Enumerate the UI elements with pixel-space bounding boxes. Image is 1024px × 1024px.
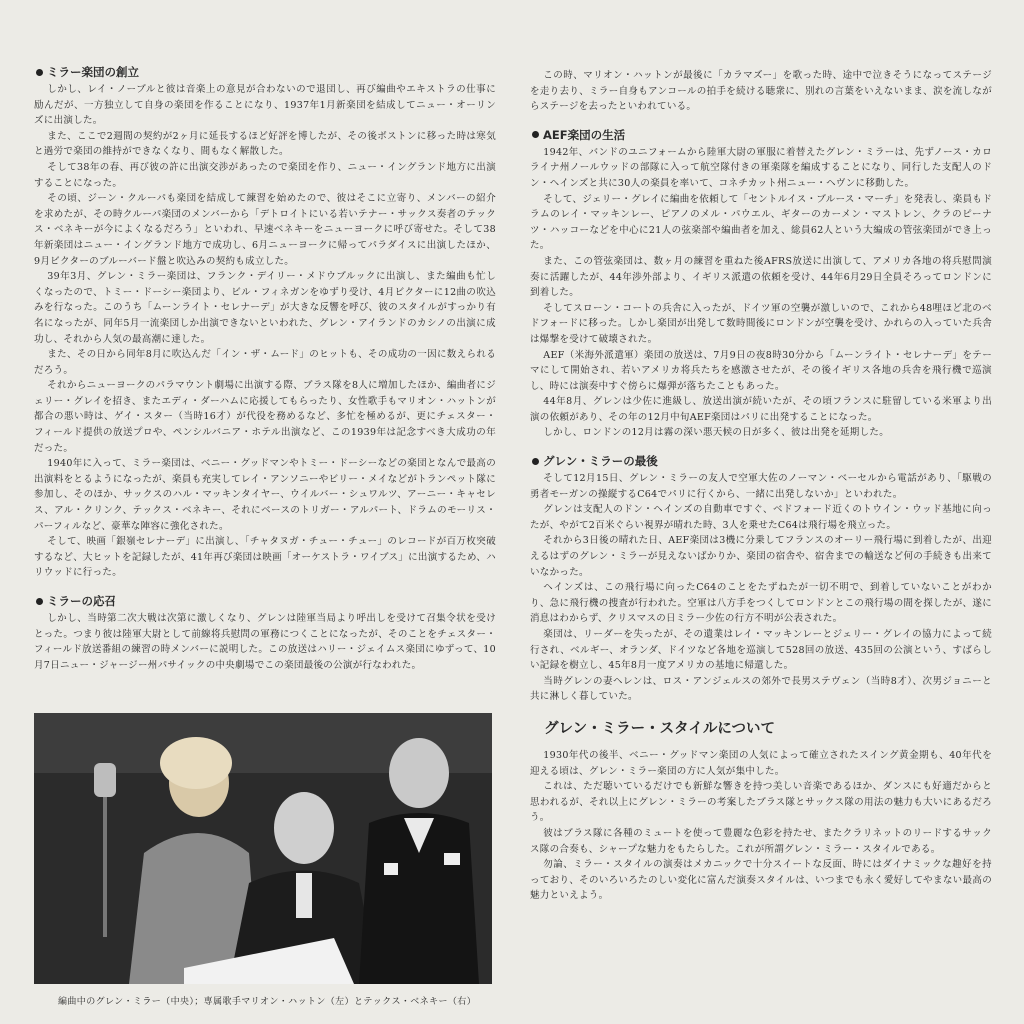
- section-miller-style: [530, 717, 992, 904]
- paragraph: AEF（米海外派遣軍）楽団の放送は、7月9日の夜8時30分から「ムーンライト・セレナーデ」をテーマにして開始され、若いアメリカ将兵たちを感激させたが、その後イギリス各地の兵舎を飛行機で巡演し、時には演奏中すぐ傍らに爆弾が落ちたこともあった。: [530, 349, 992, 392]
- section-heading: ミラー楽団の創立: [36, 64, 496, 80]
- paragraph: 1942年、バンドのユニフォームから陸軍大尉の軍服に着替えたグレン・ミラーは、先ずノース・カロライナ州ノールウッドの部隊に入って航空隊付きの軍楽隊を編成することになり、同行した支配人のドン・ヘインズと共に30人の楽員を率いて、コネチカット州ニュー・ヘヴンに移動した。: [530, 146, 992, 189]
- paragraph: 39年3月、グレン・ミラー楽団は、フランク・デイリー・メドウブルックに出演し、また編曲も忙しくなったので、トミー・ドーシー楽団より、ビル・フィネガンをゆずり受け、4月ビクターに12曲の吹込みを行なった。このうち「ムーンライト・セレナーデ」が大きな反響を呼び、彼のスタイルがすっかり有名になったが、同年5月一流楽団しか出演できないといわれた、グレン・アイランドのカシノの出演に成功し、それから人気の最高潮に達した。: [34, 271, 496, 345]
- section-heading: グレン・ミラーの最後: [532, 453, 992, 469]
- paragraph: そしてスローン・コートの兵舎に入ったが、ドイツ軍の空襲が激しいので、これから48哩ほど北のベドフォードに移った。しかし楽団が出発して数時間後にロンドンが空襲を受け、かれらの入っていた兵舎は爆撃を受けて破壊された。: [530, 302, 992, 345]
- paragraph: 彼はブラス隊に各種のミュートを使って豊麗な色彩を持たせ、またクラリネットのリードするサックス隊の合奏も、シャープな魅力をもたらした。これが所謂グレン・ミラー・スタイルである。: [530, 827, 992, 855]
- paragraph: 楽団は、リーダーを失ったが、その遺業はレイ・マッキンレーとジェリー・グレイの協力によって続行され、ベルギー、オランダ、ドイツなど各地を巡演して528回の放送、435回の公演という、すばらしい記録を樹立し、45年8月一度アメリカの基地に帰還した。: [530, 629, 992, 672]
- paragraph: そして12月15日、グレン・ミラーの友人で空軍大佐のノーマン・ベーセルから電話があり、「駆戦の勇者モーガンの操縦するC64でパリに行くから、一緒に出発しないか」といわれた。: [530, 473, 992, 500]
- section-intro: [530, 68, 992, 115]
- right-column: [530, 68, 992, 916]
- paragraph: ヘインズは、この飛行場に向ったC64のことをたずねたが一切不明で、到着していないことがわかり、急に飛行機の捜査が行われた。空軍は八方手をつくしてロンドンとこの飛行場の間を探したが、遂に消息はわからず、クリスマスの日ミラー少佐の行方不明が公表された。: [530, 582, 992, 625]
- section-heading: ミラーの応召: [36, 593, 496, 609]
- bullet-icon: [532, 131, 539, 138]
- section-heading: AEF楽団の生活: [532, 127, 992, 143]
- paragraph: その頃、ジーン・クルーパも楽団を結成して練習を始めたので、彼はそこに立寄り、メンバーの紹介を求めたが、その時クルーパ楽団のメンバーから「デトロイトにいる若いテナー・サックス奏者のテックス・ベネキーが今によくなるだろう」といわれ、早速ベネキーをニューヨークに呼び寄せた。そして38年新楽団はニュー・イングランド地方で成功し、6月ニューヨークに帰ってパラダイスに出演したほか、9月ビクターのブルーバード盤と吹込みの契約も成立した。: [34, 193, 496, 267]
- paragraph: そして、ジェリー・グレイに編曲を依頼して「セントルイス・ブルース・マーチ」を発表し、楽員もドラムのレイ・マッキンレー、ピアノのメル・パウエル、ギターのカーメン・マストレン、クラのピーナツ・ハッコーなどを中心に21人の弦楽部や編曲者を加え、総員62人という大編成の管弦楽団ができ上った。: [530, 193, 992, 252]
- section-draft: [34, 593, 496, 673]
- paragraph: しかし、当時第二次大戦は次第に激しくなり、グレンは陸軍当局より呼出しを受けて召集令状を受けとった。つまり彼は陸軍大尉として前線将兵慰問の軍務につくことになったが、そのことをチェスター・フィールド放送番組の練習の時メンバーに説明した。この放送はハリー・ジェイムス楽団にゆずって、10月7日ニュー・ジャージー州パサイックの中央劇場でこの楽団最後の公演が行なわれた。: [34, 613, 496, 671]
- photo-caption: 編曲中のグレン・ミラー（中央）；専属歌手マリオン・ハットン（左）とテックス・ベネキー（右）: [58, 997, 477, 1007]
- paragraph: また、ここで2週間の契約が2ヶ月に延長するほど好評を博したが、その後ボストンに移った時は寒気と過労で楽団の維持ができなくなり、間もなく解散した。: [34, 130, 496, 158]
- section-last-days: [530, 453, 992, 705]
- paragraph: この時、マリオン・ハットンが最後に「カラマズー」を歌った時、途中で泣きそうになってステージを走り去り、ミラー自身もアンコールの拍手を続ける聴衆に、別れの言葉をいえないまま、涙を流しながらステージを去ったといわれている。: [530, 70, 992, 113]
- paragraph: そして38年の春、再び彼の許に出演交渉があったので楽団を作り、ニュー・イングランド地方に出演することになった。: [34, 161, 496, 189]
- paragraph: これは、ただ聴いているだけでも新鮮な響きを持つ美しい音楽であるほか、ダンスにも好適だからと思われるが、それ以上にグレン・ミラーの考案したブラス隊とサックス隊の用法の魅力も大いにあるだろう。: [530, 781, 992, 824]
- paragraph: 44年8月、グレンは少佐に進級し、放送出演が続いたが、その頃フランスに駐留している米軍より出演の依頼があり、その年の12月中旬AEF楽団はパリに出発することになった。: [530, 396, 992, 423]
- paragraph: 勿論、ミラー・スタイルの演奏はメカニックで十分スイートな反面、時にはダイナミックな趣好を持っており、そのいろいろたのしい変化に富んだ演奏スタイルは、いつまでも永く愛好してやまない最高の魅力といえよう。: [530, 859, 992, 902]
- bullet-icon: [36, 598, 43, 605]
- paragraph: 当時グレンの妻ヘレンは、ロス・アンジェルスの郊外で長男ステヴェン（当時8才）、次男ジョニーと共に淋しく暮していた。: [530, 675, 992, 703]
- paragraph: また、この管弦楽団は、数ヶ月の練習を重ねた後AFRS放送に出演して、アメリカ各地の将兵慰問演奏に活躍したが、44年渉外部より、イギリス派遣の依頼を受け、44年6月29日全員そろってロンドンに到着した。: [530, 255, 992, 299]
- section-title: グレン・ミラー・スタイルについて: [544, 720, 776, 737]
- paragraph: また、その日から同年8月に吹込んだ「イン・ザ・ムード」のヒットも、その成功の一因に数えられるだろう。: [34, 349, 496, 376]
- left-column: [34, 64, 496, 685]
- paragraph: 1940年に入って、ミラー楽団は、ベニー・グッドマンやトミー・ドーシーなどの楽団となんで最高の出演料をとるようになったが、楽員も充実してレイ・アンソニーやビリー・メイなどがトランペット隊に参加し、そのほか、サックスのハル・マッキンタイヤー、ウイルバー・シュワルツ、アーニー・キャセレス、アル・クリンク、テックス・ベネキー、それにベースのトリガー・アルパート、ドラムのモーリス・パーフィルなど、豪華な陣容に強化された。: [34, 458, 496, 532]
- bullet-icon: [36, 69, 43, 76]
- paragraph: そして、映画「銀嶺セレナーデ」に出演し、「チャタヌガ・チュー・チュー」のレコードが百万枚突破するなど、大ヒットを記録したが、41年再び楽団は映画「オーケストラ・ワイブス」に出演するため、ハリウッドに行った。: [34, 536, 496, 579]
- paragraph: グレンは支配人のドン・ヘインズの自動車ですぐ、ベドフォード近くのトウイン・ウッド基地に向ったが、やがて2百米ぐらい視界が晴れた時、3人を乗せたC64は飛行場を飛立った。: [530, 504, 992, 531]
- paragraph: それから3日後の晴れた日、AEF楽団は3機に分乗してフランスのオーリー飛行場に到着したが、出迎えるはずのグレン・ミラーが見えないばかりか、楽団の宿舎や、宿舎までの輸送など何の手続きも出来ていなかった。: [530, 535, 992, 578]
- section-aef-life: [530, 127, 992, 441]
- section-founding: [34, 64, 496, 581]
- photo-illustration: [34, 713, 492, 984]
- paragraph: それからニューヨークのパラマウント劇場に出演する際、ブラス隊を8人に増加したほか、編曲者にジェリー・グレイを招き、またエディ・ダーハムに応援してもらったり、女性歌手もマリオン・ハットンが都合の悪い時は、ゲイ・スター（当時16才）が代役を務めるなど、多忙を極めるが、更にチェスター・フィールド提供の放送プロや、ペンシルバニア・ホテル出演など、この1939年は記念すべき大成功の年だった。: [34, 380, 496, 454]
- paragraph: 1930年代の後半、ベニー・グッドマン楽団の人気によって確立されたスイング黄金期も、40年代を迎える頃は、グレン・ミラー楽団の方に人気が集中した。: [530, 749, 992, 777]
- photo-glenn-miller-arranging: [34, 713, 492, 984]
- paragraph: しかし、レイ・ノーブルと彼は音楽上の意見が合わないので退団し、再び編曲やエキストラの仕事に励んだが、一方独立して自身の楽団を作ることになり、1937年1月新楽団を結成してニュー・オーリンズに出演した。: [34, 84, 496, 127]
- bullet-icon: [532, 458, 539, 465]
- paragraph: しかし、ロンドンの12月は霧の深い悪天候の日が多く、彼は出発を延期した。: [543, 427, 889, 439]
